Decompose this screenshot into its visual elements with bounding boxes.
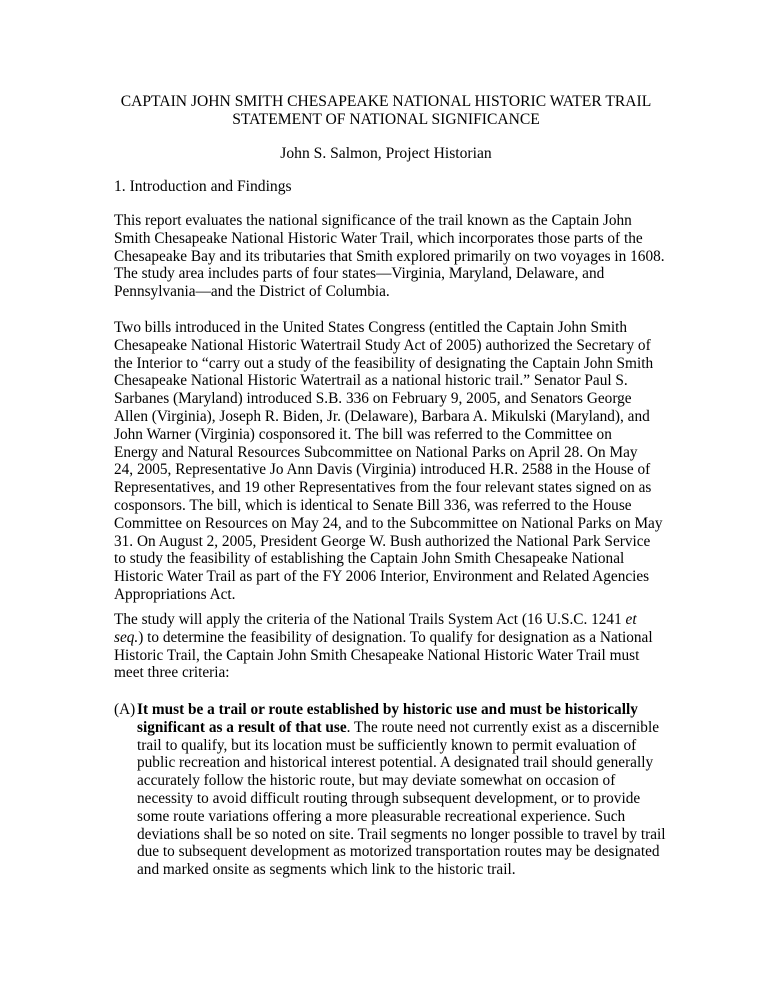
title-line-1: CAPTAIN JOHN SMITH CHESAPEAKE NATIONAL HISTORIC WATER TRAIL <box>120 93 652 110</box>
criterion-a-label: (A) <box>114 701 136 718</box>
criterion-a-rest: . The route need not currently exist as a discernible trail to qualify, but its location must be sufficiently known to permit evaluation of public recreation and historical interest potential. A designated trail should generally accurately follow the historic route, but may deviate somewhat on occasion of necessity to avoid difficult routing through subsequent development, or to provide some route variations offering a more pleasurable recreational experience. Such deviations shall be so noted on site. Trail segments no longer possible to travel by trail due to subsequent development as motorized transportation routes may be designated and marked onsite as segments which link to the historic trail. <box>137 718 666 879</box>
paragraph-introduction: This report evaluates the national significance of the trail known as the Captain John Smith Chesapeake National Historic Water Trail, which incorporates those parts of the Chesapeake Bay and its tributaries that Smith explored primarily on two voyages in 1608. The study area includes parts of four states—Virginia, Maryland, Delaware, and Pennsylvania—and the District of Columbia. <box>114 212 665 301</box>
paragraph-congress-bills: Two bills introduced in the United States Congress (entitled the Captain John Smith Chesapeake National Historic Watertrail Study Act of 2005) authorized the Secretary of the Interior to “carry out a study of the feasibility of designating the Captain John Smith Chesapeake National Historic Watertrail as a national historic trail.” Senator Paul S. Sarbanes (Maryland) introduced S.B. 336 on February 9, 2005, and Senators George Allen (Virginia), Joseph R. Biden, Jr. (Delaware), Barbara A. Mikulski (Maryland), and John Warner (Virginia) cosponsored it. The bill was referred to the Committee on Energy and Natural Resources Subcommittee on National Parks on April 28. On May 24, 2005, Representative Jo Ann Davis (Virginia) introduced H.R. 2588 in the House of Representatives, and 19 other Representatives from the four relevant states signed on as cosponsors. The bill, which is identical to Senate Bill 336, was referred to the House Committee on Resources on May 24, and to the Subcommittee on National Parks on May 31. On August 2, 2005, President George W. Bush authorized the National Park Service to study the feasibility of establishing the Captain John Smith Chesapeake National Historic Water Trail as part of the FY 2006 Interior, Environment and Related Agencies Appropriations Act. <box>114 319 663 603</box>
criteria-text-italic: et seq. <box>114 611 637 646</box>
document-title <box>0 93 772 129</box>
criterion-a-text <box>137 701 667 879</box>
section-heading: 1. Introduction and Findings <box>114 178 292 195</box>
author-line: John S. Salmon, Project Historian <box>280 145 492 162</box>
paragraph-study-criteria <box>114 611 674 682</box>
criteria-text-after: ) to determine the feasibility of designation. To qualify for designation as a National Historic Trail, the Captain John Smith Chesapeake National Historic Water Trail must meet three criteria: <box>114 628 653 682</box>
title-line-2: STATEMENT OF NATIONAL SIGNIFICANCE <box>232 111 540 128</box>
criteria-text-before: The study will apply the criteria of the National Trails System Act (16 U.S.C. 1241 <box>114 611 626 628</box>
criterion-a-bold: It must be a trail or route established by historic use and must be historically significant as a result of that use <box>137 701 638 736</box>
